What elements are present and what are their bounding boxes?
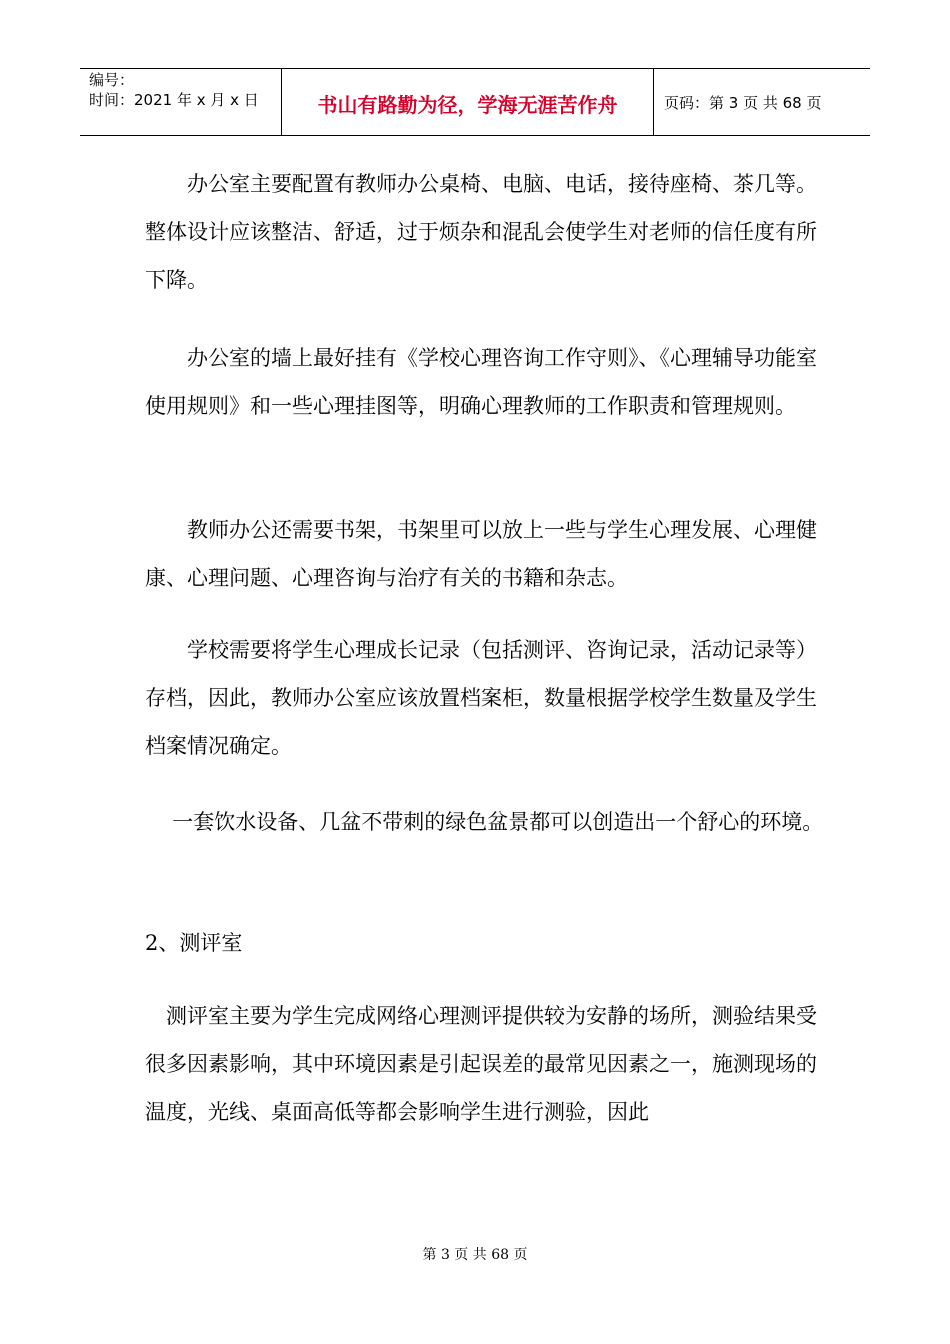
- section-heading-assessment-room: 2、测评室: [145, 931, 243, 955]
- paragraph-water-plants: 一套饮水设备、几盆不带刺的绿色盆景都可以创造出一个舒心的环境。: [172, 810, 824, 834]
- paragraph-office-furniture: 办公室主要配置有教师办公桌椅、电脑、电话，接待座椅、茶几等。整体设计应该整洁、舒适，过于烦杂和混乱会使学生对老师的信任度有所下降。: [145, 172, 817, 292]
- document-header: [80, 68, 870, 136]
- document-date-label: 时间：2021 年 x 月 x 日: [89, 91, 259, 109]
- header-motto: 书山有路勤为径，学海无涯苦作舟: [317, 93, 618, 117]
- paragraph-bookshelf: 教师办公还需要书架，书架里可以放上一些与学生心理发展、心理健康、心理问题、心理咨询与治疗有关的书籍和杂志。: [145, 518, 817, 590]
- paragraph-archive: 学校需要将学生心理成长记录（包括测评、咨询记录，活动记录等）存档，因此，教师办公室应该放置档案柜，数量根据学校学生数量及学生档案情况确定。: [145, 638, 817, 758]
- header-page-cell: [654, 69, 870, 135]
- document-number-label: 编号：: [89, 71, 135, 89]
- paragraph-office-wall: 办公室的墙上最好挂有《学校心理咨询工作守则》、《心理辅导功能室使用规则》和一些心理挂图等，明确心理教师的工作职责和管理规则。: [145, 346, 817, 418]
- page-footer: 第 3 页 共 68 页: [422, 1247, 528, 1263]
- header-motto-cell: [282, 69, 654, 135]
- header-meta-cell: [80, 69, 282, 135]
- paragraph-assessment-room: 测评室主要为学生完成网络心理测评提供较为安静的场所，测验结果受很多因素影响，其中环境因素是引起误差的最常见因素之一，施测现场的温度，光线、桌面高低等都会影响学生进行测验，因此: [145, 1004, 817, 1124]
- header-page-code: 页码：第 3 页 共 68 页: [664, 94, 822, 112]
